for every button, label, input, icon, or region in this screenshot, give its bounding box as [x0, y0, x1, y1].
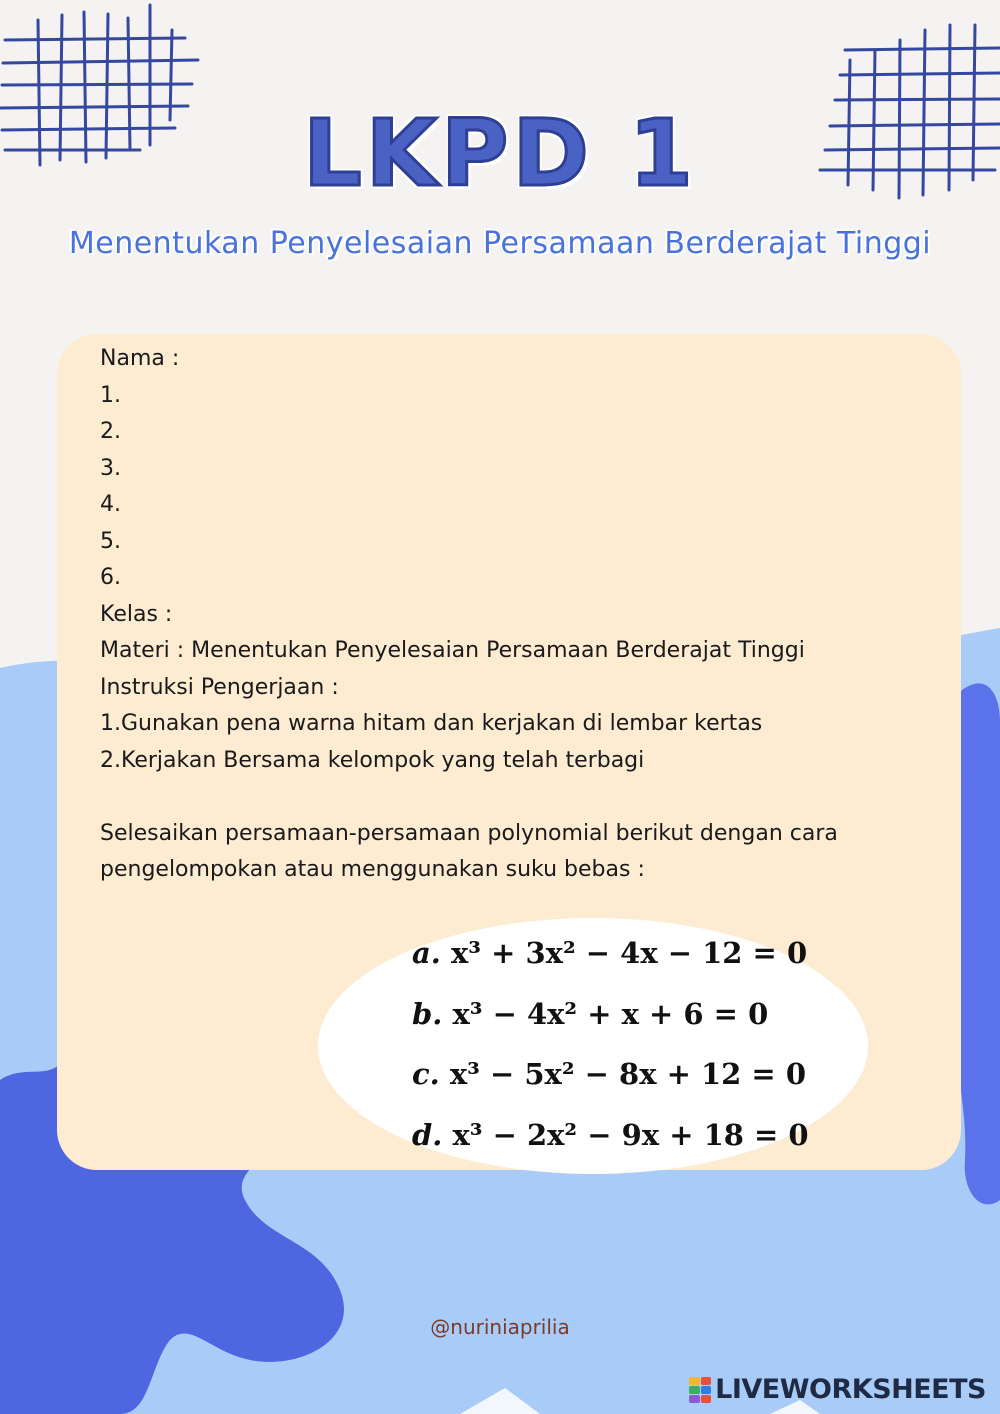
- equation-item: [412, 928, 852, 989]
- member-number: 3.: [100, 455, 121, 481]
- equation-item: [412, 989, 852, 1050]
- equation-expression: x³ − 5x² − 8x + 12 = 0: [449, 1057, 807, 1091]
- liveworksheets-brand[interactable]: [689, 1374, 986, 1405]
- kelas-label: Kelas :: [100, 601, 173, 627]
- worksheet-content: [100, 341, 900, 889]
- brand-name: LIVEWORKSHEETS: [715, 1374, 986, 1405]
- member-number: 5.: [100, 528, 121, 554]
- spacer: [100, 779, 900, 816]
- member-number: 6.: [100, 565, 121, 590]
- equation-label: c.: [412, 1057, 440, 1091]
- member-number: 4.: [100, 492, 121, 517]
- task-text: Selesaikan persamaan-persamaan polynomial berikut dengan cara: [100, 820, 838, 846]
- task-text: pengelompokan atau menggunakan suku bebas :: [100, 857, 645, 882]
- equation-expression: x³ − 4x² + x + 6 = 0: [452, 996, 769, 1031]
- nama-label: Nama :: [100, 346, 180, 371]
- equation-expression: x³ − 2x² − 9x + 18 = 0: [452, 1117, 809, 1152]
- member-number: 2.: [100, 419, 121, 444]
- worksheet-subtitle: Menentukan Penyelesaian Persamaan Berderajat Tinggi: [68, 226, 932, 261]
- equation-expression: x³ + 3x² − 4x − 12 = 0: [451, 936, 808, 970]
- equation-item: [412, 1049, 852, 1110]
- instruction-item: 2.Kerjakan Bersama kelompok yang telah terbagi: [100, 747, 645, 773]
- member-number: 1.: [100, 382, 121, 408]
- equation-label: a.: [412, 936, 441, 970]
- equations-list: [412, 928, 852, 1170]
- equation-item: [412, 1110, 852, 1171]
- equation-label: d.: [412, 1117, 443, 1152]
- instruction-item: 1.Gunakan pena warna hitam dan kerjakan di lembar kertas: [100, 711, 763, 736]
- instruksi-label: Instruksi Pengerjaan :: [100, 674, 339, 700]
- liveworksheets-logo-icon: [689, 1377, 711, 1403]
- equation-label: b.: [412, 996, 443, 1031]
- materi-line: Materi : Menentukan Penyelesaian Persamaan Berderajat Tinggi: [100, 638, 805, 663]
- author-handle: @nuriniaprilia: [430, 1315, 570, 1339]
- worksheet-title: LKPD 1: [303, 100, 697, 207]
